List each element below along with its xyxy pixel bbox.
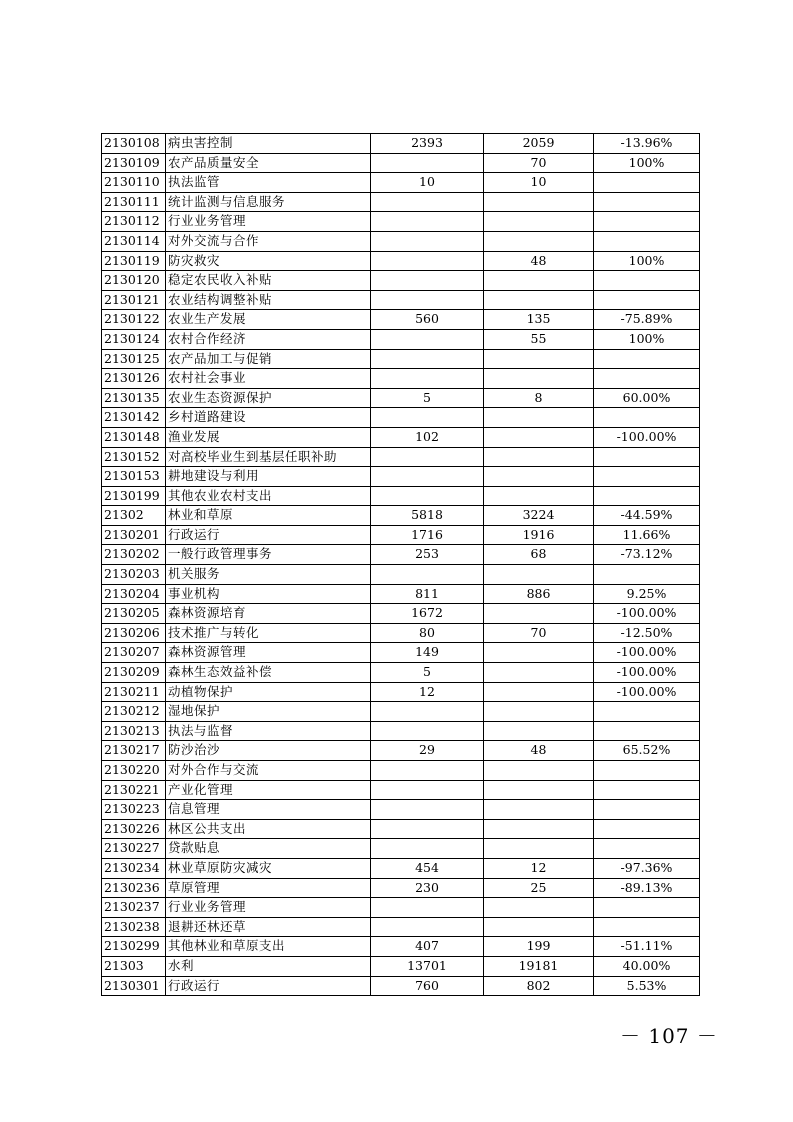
current-year-amount-cell	[484, 800, 594, 820]
item-name-cell: 耕地建设与利用	[166, 467, 371, 487]
prior-year-amount-cell: 1672	[371, 604, 484, 624]
item-name-cell: 产业化管理	[166, 780, 371, 800]
item-name-cell: 草原管理	[166, 878, 371, 898]
table-row	[102, 623, 700, 643]
current-year-amount-cell: 3224	[484, 506, 594, 526]
prior-year-amount-cell: 253	[371, 545, 484, 565]
item-name-cell: 对外交流与合作	[166, 231, 371, 251]
item-name-cell: 行业业务管理	[166, 212, 371, 232]
prior-year-amount-cell: 13701	[371, 956, 484, 976]
current-year-amount-cell	[484, 761, 594, 781]
item-name-cell: 行业业务管理	[166, 898, 371, 918]
table-row	[102, 643, 700, 663]
item-code-cell: 2130114	[102, 231, 166, 251]
current-year-amount-cell: 48	[484, 741, 594, 761]
current-year-amount-cell: 70	[484, 153, 594, 173]
item-code-cell: 2130109	[102, 153, 166, 173]
current-year-amount-cell	[484, 819, 594, 839]
current-year-amount-cell	[484, 721, 594, 741]
item-code-cell: 2130207	[102, 643, 166, 663]
prior-year-amount-cell: 1716	[371, 525, 484, 545]
current-year-amount-cell: 199	[484, 937, 594, 957]
prior-year-amount-cell	[371, 917, 484, 937]
change-rate-cell: -51.11%	[594, 937, 700, 957]
current-year-amount-cell	[484, 702, 594, 722]
change-rate-cell	[594, 819, 700, 839]
current-year-amount-cell	[484, 349, 594, 369]
current-year-amount-cell: 19181	[484, 956, 594, 976]
prior-year-amount-cell	[371, 251, 484, 271]
prior-year-amount-cell	[371, 153, 484, 173]
prior-year-amount-cell: 560	[371, 310, 484, 330]
change-rate-cell	[594, 173, 700, 193]
table-row	[102, 310, 700, 330]
table-row	[102, 819, 700, 839]
current-year-amount-cell: 2059	[484, 134, 594, 154]
prior-year-amount-cell	[371, 565, 484, 585]
table-row	[102, 134, 700, 154]
item-code-cell: 2130152	[102, 447, 166, 467]
prior-year-amount-cell	[371, 467, 484, 487]
item-name-cell: 农村社会事业	[166, 369, 371, 389]
change-rate-cell: -13.96%	[594, 134, 700, 154]
prior-year-amount-cell	[371, 800, 484, 820]
change-rate-cell	[594, 780, 700, 800]
prior-year-amount-cell: 10	[371, 173, 484, 193]
item-code-cell: 2130126	[102, 369, 166, 389]
item-code-cell: 2130209	[102, 663, 166, 683]
change-rate-cell	[594, 721, 700, 741]
current-year-amount-cell: 48	[484, 251, 594, 271]
current-year-amount-cell: 802	[484, 976, 594, 996]
item-name-cell: 防沙治沙	[166, 741, 371, 761]
item-code-cell: 2130234	[102, 858, 166, 878]
item-name-cell: 农产品加工与促销	[166, 349, 371, 369]
current-year-amount-cell	[484, 447, 594, 467]
item-name-cell: 贷款贴息	[166, 839, 371, 859]
current-year-amount-cell	[484, 898, 594, 918]
table-row	[102, 898, 700, 918]
change-rate-cell: -100.00%	[594, 682, 700, 702]
table-row	[102, 212, 700, 232]
current-year-amount-cell	[484, 212, 594, 232]
item-code-cell: 21303	[102, 956, 166, 976]
current-year-amount-cell: 886	[484, 584, 594, 604]
item-name-cell: 机关服务	[166, 565, 371, 585]
item-code-cell: 2130223	[102, 800, 166, 820]
item-code-cell: 2130203	[102, 565, 166, 585]
table-row	[102, 447, 700, 467]
prior-year-amount-cell	[371, 271, 484, 291]
table-row	[102, 545, 700, 565]
item-name-cell: 林区公共支出	[166, 819, 371, 839]
item-code-cell: 2130301	[102, 976, 166, 996]
current-year-amount-cell	[484, 231, 594, 251]
item-code-cell: 2130202	[102, 545, 166, 565]
item-name-cell: 林业和草原	[166, 506, 371, 526]
prior-year-amount-cell: 80	[371, 623, 484, 643]
prior-year-amount-cell: 5	[371, 388, 484, 408]
change-rate-cell: 40.00%	[594, 956, 700, 976]
table-row	[102, 486, 700, 506]
prior-year-amount-cell	[371, 290, 484, 310]
change-rate-cell	[594, 290, 700, 310]
table-row	[102, 584, 700, 604]
item-code-cell: 2130227	[102, 839, 166, 859]
change-rate-cell: -97.36%	[594, 858, 700, 878]
item-code-cell: 2130220	[102, 761, 166, 781]
change-rate-cell: -75.89%	[594, 310, 700, 330]
current-year-amount-cell: 135	[484, 310, 594, 330]
prior-year-amount-cell: 12	[371, 682, 484, 702]
item-name-cell: 稳定农民收入补贴	[166, 271, 371, 291]
budget-table-body	[102, 134, 700, 996]
change-rate-cell	[594, 369, 700, 389]
change-rate-cell	[594, 212, 700, 232]
change-rate-cell: -100.00%	[594, 663, 700, 683]
change-rate-cell	[594, 408, 700, 428]
current-year-amount-cell: 68	[484, 545, 594, 565]
table-row	[102, 231, 700, 251]
current-year-amount-cell	[484, 271, 594, 291]
table-row	[102, 565, 700, 585]
change-rate-cell	[594, 349, 700, 369]
item-name-cell: 事业机构	[166, 584, 371, 604]
item-code-cell: 2130217	[102, 741, 166, 761]
prior-year-amount-cell	[371, 447, 484, 467]
current-year-amount-cell: 70	[484, 623, 594, 643]
item-name-cell: 动植物保护	[166, 682, 371, 702]
prior-year-amount-cell	[371, 349, 484, 369]
table-row	[102, 956, 700, 976]
table-row	[102, 525, 700, 545]
current-year-amount-cell	[484, 917, 594, 937]
table-row	[102, 663, 700, 683]
change-rate-cell: -100.00%	[594, 427, 700, 447]
item-code-cell: 2130299	[102, 937, 166, 957]
current-year-amount-cell	[484, 604, 594, 624]
item-code-cell: 2130211	[102, 682, 166, 702]
change-rate-cell	[594, 467, 700, 487]
table-row	[102, 329, 700, 349]
budget-table	[101, 133, 700, 996]
item-name-cell: 水利	[166, 956, 371, 976]
table-row	[102, 917, 700, 937]
item-name-cell: 农村合作经济	[166, 329, 371, 349]
item-name-cell: 防灾救灾	[166, 251, 371, 271]
change-rate-cell	[594, 702, 700, 722]
prior-year-amount-cell	[371, 702, 484, 722]
table-row	[102, 937, 700, 957]
item-code-cell: 2130236	[102, 878, 166, 898]
table-row	[102, 290, 700, 310]
change-rate-cell: 100%	[594, 251, 700, 271]
item-code-cell: 2130153	[102, 467, 166, 487]
change-rate-cell: 60.00%	[594, 388, 700, 408]
table-row	[102, 721, 700, 741]
current-year-amount-cell	[484, 408, 594, 428]
item-code-cell: 2130122	[102, 310, 166, 330]
current-year-amount-cell: 55	[484, 329, 594, 349]
table-row	[102, 858, 700, 878]
change-rate-cell	[594, 917, 700, 937]
prior-year-amount-cell: 5	[371, 663, 484, 683]
item-name-cell: 对外合作与交流	[166, 761, 371, 781]
table-row	[102, 682, 700, 702]
table-row	[102, 192, 700, 212]
item-name-cell: 渔业发展	[166, 427, 371, 447]
prior-year-amount-cell	[371, 231, 484, 251]
item-name-cell: 行政运行	[166, 976, 371, 996]
change-rate-cell	[594, 486, 700, 506]
current-year-amount-cell	[484, 682, 594, 702]
current-year-amount-cell: 8	[484, 388, 594, 408]
item-name-cell: 湿地保护	[166, 702, 371, 722]
table-row	[102, 408, 700, 428]
prior-year-amount-cell: 29	[371, 741, 484, 761]
item-name-cell: 森林资源管理	[166, 643, 371, 663]
item-name-cell: 病虫害控制	[166, 134, 371, 154]
item-code-cell: 2130121	[102, 290, 166, 310]
current-year-amount-cell	[484, 369, 594, 389]
item-code-cell: 2130108	[102, 134, 166, 154]
current-year-amount-cell: 12	[484, 858, 594, 878]
prior-year-amount-cell: 5818	[371, 506, 484, 526]
item-code-cell: 2130213	[102, 721, 166, 741]
current-year-amount-cell	[484, 467, 594, 487]
item-code-cell: 2130238	[102, 917, 166, 937]
current-year-amount-cell	[484, 565, 594, 585]
table-row	[102, 839, 700, 859]
table-row	[102, 349, 700, 369]
item-code-cell: 2130135	[102, 388, 166, 408]
change-rate-cell	[594, 271, 700, 291]
item-code-cell: 2130110	[102, 173, 166, 193]
item-code-cell: 21302	[102, 506, 166, 526]
current-year-amount-cell: 1916	[484, 525, 594, 545]
table-row	[102, 604, 700, 624]
table-row	[102, 878, 700, 898]
item-name-cell: 行政运行	[166, 525, 371, 545]
item-code-cell: 2130112	[102, 212, 166, 232]
change-rate-cell	[594, 800, 700, 820]
item-code-cell: 2130205	[102, 604, 166, 624]
change-rate-cell: -100.00%	[594, 643, 700, 663]
prior-year-amount-cell	[371, 192, 484, 212]
prior-year-amount-cell: 149	[371, 643, 484, 663]
table-row	[102, 506, 700, 526]
table-row	[102, 741, 700, 761]
item-name-cell: 其他林业和草原支出	[166, 937, 371, 957]
current-year-amount-cell	[484, 643, 594, 663]
item-name-cell: 乡村道路建设	[166, 408, 371, 428]
item-name-cell: 统计监测与信息服务	[166, 192, 371, 212]
prior-year-amount-cell	[371, 486, 484, 506]
prior-year-amount-cell	[371, 212, 484, 232]
table-row	[102, 173, 700, 193]
item-name-cell: 森林资源培育	[166, 604, 371, 624]
current-year-amount-cell	[484, 780, 594, 800]
table-row	[102, 702, 700, 722]
item-code-cell: 2130204	[102, 584, 166, 604]
prior-year-amount-cell	[371, 819, 484, 839]
change-rate-cell: -12.50%	[594, 623, 700, 643]
current-year-amount-cell	[484, 663, 594, 683]
table-row	[102, 153, 700, 173]
item-name-cell: 农业生产发展	[166, 310, 371, 330]
item-name-cell: 农业结构调整补贴	[166, 290, 371, 310]
change-rate-cell	[594, 192, 700, 212]
prior-year-amount-cell	[371, 329, 484, 349]
change-rate-cell	[594, 898, 700, 918]
prior-year-amount-cell: 102	[371, 427, 484, 447]
change-rate-cell: -100.00%	[594, 604, 700, 624]
table-row	[102, 976, 700, 996]
item-code-cell: 2130111	[102, 192, 166, 212]
item-code-cell: 2130221	[102, 780, 166, 800]
table-row	[102, 271, 700, 291]
item-code-cell: 2130201	[102, 525, 166, 545]
change-rate-cell: 100%	[594, 153, 700, 173]
prior-year-amount-cell	[371, 369, 484, 389]
change-rate-cell	[594, 565, 700, 585]
prior-year-amount-cell: 230	[371, 878, 484, 898]
item-code-cell: 2130148	[102, 427, 166, 447]
prior-year-amount-cell	[371, 898, 484, 918]
current-year-amount-cell	[484, 486, 594, 506]
item-code-cell: 2130206	[102, 623, 166, 643]
item-name-cell: 执法与监督	[166, 721, 371, 741]
current-year-amount-cell	[484, 192, 594, 212]
item-name-cell: 农业生态资源保护	[166, 388, 371, 408]
prior-year-amount-cell: 2393	[371, 134, 484, 154]
table-row	[102, 780, 700, 800]
current-year-amount-cell: 10	[484, 173, 594, 193]
item-name-cell: 技术推广与转化	[166, 623, 371, 643]
page-number: － 107 －	[620, 1024, 718, 1048]
table-row	[102, 761, 700, 781]
change-rate-cell: 65.52%	[594, 741, 700, 761]
table-row	[102, 388, 700, 408]
change-rate-cell: -44.59%	[594, 506, 700, 526]
change-rate-cell: 9.25%	[594, 584, 700, 604]
change-rate-cell: -89.13%	[594, 878, 700, 898]
change-rate-cell	[594, 761, 700, 781]
item-name-cell: 一般行政管理事务	[166, 545, 371, 565]
current-year-amount-cell	[484, 290, 594, 310]
prior-year-amount-cell	[371, 721, 484, 741]
item-code-cell: 2130124	[102, 329, 166, 349]
prior-year-amount-cell	[371, 408, 484, 428]
item-code-cell: 2130212	[102, 702, 166, 722]
item-name-cell: 其他农业农村支出	[166, 486, 371, 506]
prior-year-amount-cell	[371, 839, 484, 859]
current-year-amount-cell	[484, 427, 594, 447]
table-row	[102, 800, 700, 820]
item-name-cell: 林业草原防灾减灾	[166, 858, 371, 878]
change-rate-cell: 5.53%	[594, 976, 700, 996]
change-rate-cell: -73.12%	[594, 545, 700, 565]
item-code-cell: 2130142	[102, 408, 166, 428]
change-rate-cell	[594, 839, 700, 859]
prior-year-amount-cell: 760	[371, 976, 484, 996]
item-code-cell: 2130119	[102, 251, 166, 271]
change-rate-cell: 11.66%	[594, 525, 700, 545]
item-code-cell: 2130125	[102, 349, 166, 369]
prior-year-amount-cell	[371, 761, 484, 781]
table-row	[102, 251, 700, 271]
current-year-amount-cell: 25	[484, 878, 594, 898]
item-name-cell: 信息管理	[166, 800, 371, 820]
item-code-cell: 2130226	[102, 819, 166, 839]
change-rate-cell	[594, 447, 700, 467]
prior-year-amount-cell: 407	[371, 937, 484, 957]
prior-year-amount-cell: 811	[371, 584, 484, 604]
item-name-cell: 退耕还林还草	[166, 917, 371, 937]
table-row	[102, 427, 700, 447]
item-code-cell: 2130120	[102, 271, 166, 291]
item-name-cell: 农产品质量安全	[166, 153, 371, 173]
item-code-cell: 2130199	[102, 486, 166, 506]
item-code-cell: 2130237	[102, 898, 166, 918]
change-rate-cell: 100%	[594, 329, 700, 349]
current-year-amount-cell	[484, 839, 594, 859]
table-row	[102, 369, 700, 389]
item-name-cell: 执法监管	[166, 173, 371, 193]
prior-year-amount-cell: 454	[371, 858, 484, 878]
item-name-cell: 森林生态效益补偿	[166, 663, 371, 683]
change-rate-cell	[594, 231, 700, 251]
item-name-cell: 对高校毕业生到基层任职补助	[166, 447, 371, 467]
prior-year-amount-cell	[371, 780, 484, 800]
table-row	[102, 467, 700, 487]
